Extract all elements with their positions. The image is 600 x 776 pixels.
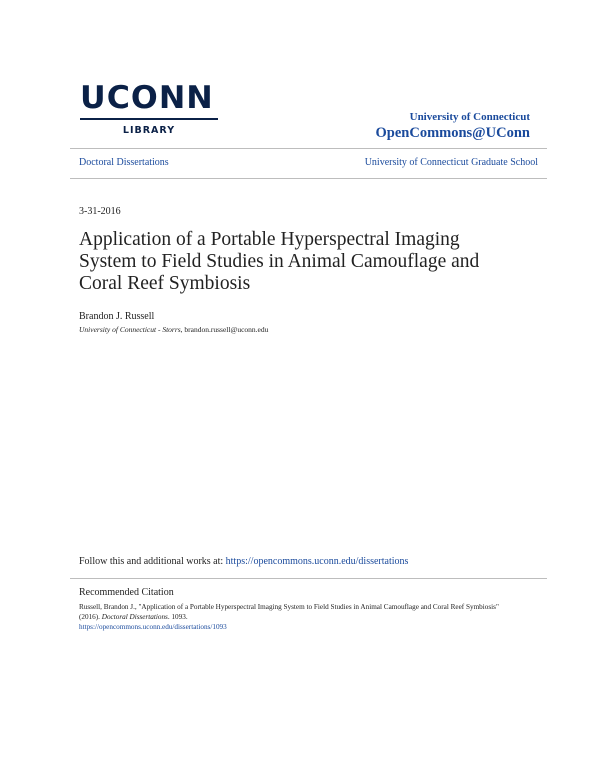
institution: University of Connecticut - Storrs: [79, 325, 181, 334]
citation-number: . 1093.: [167, 613, 188, 621]
uconn-library-logo: [80, 82, 218, 136]
follow-text: Follow this and additional works at:: [79, 556, 226, 567]
university-header: [376, 111, 531, 142]
logo-wordmark: UCONN: [80, 80, 214, 116]
citation-heading: Recommended Citation: [79, 587, 174, 598]
citation-divider: [70, 578, 547, 579]
citation-journal: Doctoral Dissertations: [101, 613, 168, 621]
dissertations-link[interactable]: https://opencommons.uconn.edu/dissertations: [225, 556, 409, 567]
repository-name[interactable]: OpenCommons@UConn: [375, 125, 530, 141]
nav-divider: [70, 178, 547, 179]
author-name: Brandon J. Russell: [79, 311, 155, 322]
follow-line: [79, 556, 408, 567]
logo-rule: [80, 118, 218, 120]
logo-subtitle: LIBRARY: [122, 125, 176, 136]
document-title: Application of a Portable Hyperspectral Imaging System to Field Studies in Animal Camouflage and Coral Reef Symbiosis: [79, 229, 480, 294]
author-affiliation: [79, 325, 268, 334]
graduate-school-link[interactable]: University of Connecticut Graduate School: [364, 157, 538, 168]
top-divider: [70, 148, 547, 149]
citation-body: [79, 602, 519, 632]
citation-text: Russell, Brandon J., "Application of a Portable Hyperspectral Imaging System to Field Studies in Animal Camouflage and Coral Reef Symbiosis" (2016).: [79, 603, 499, 621]
collection-link[interactable]: Doctoral Dissertations: [79, 157, 169, 168]
university-name[interactable]: University of Connecticut: [409, 111, 530, 123]
author-email: , brandon.russell@uconn.edu: [180, 325, 269, 334]
citation-link[interactable]: https://opencommons.uconn.edu/dissertations/1093: [79, 623, 227, 631]
publication-date: 3-31-2016: [79, 206, 121, 217]
